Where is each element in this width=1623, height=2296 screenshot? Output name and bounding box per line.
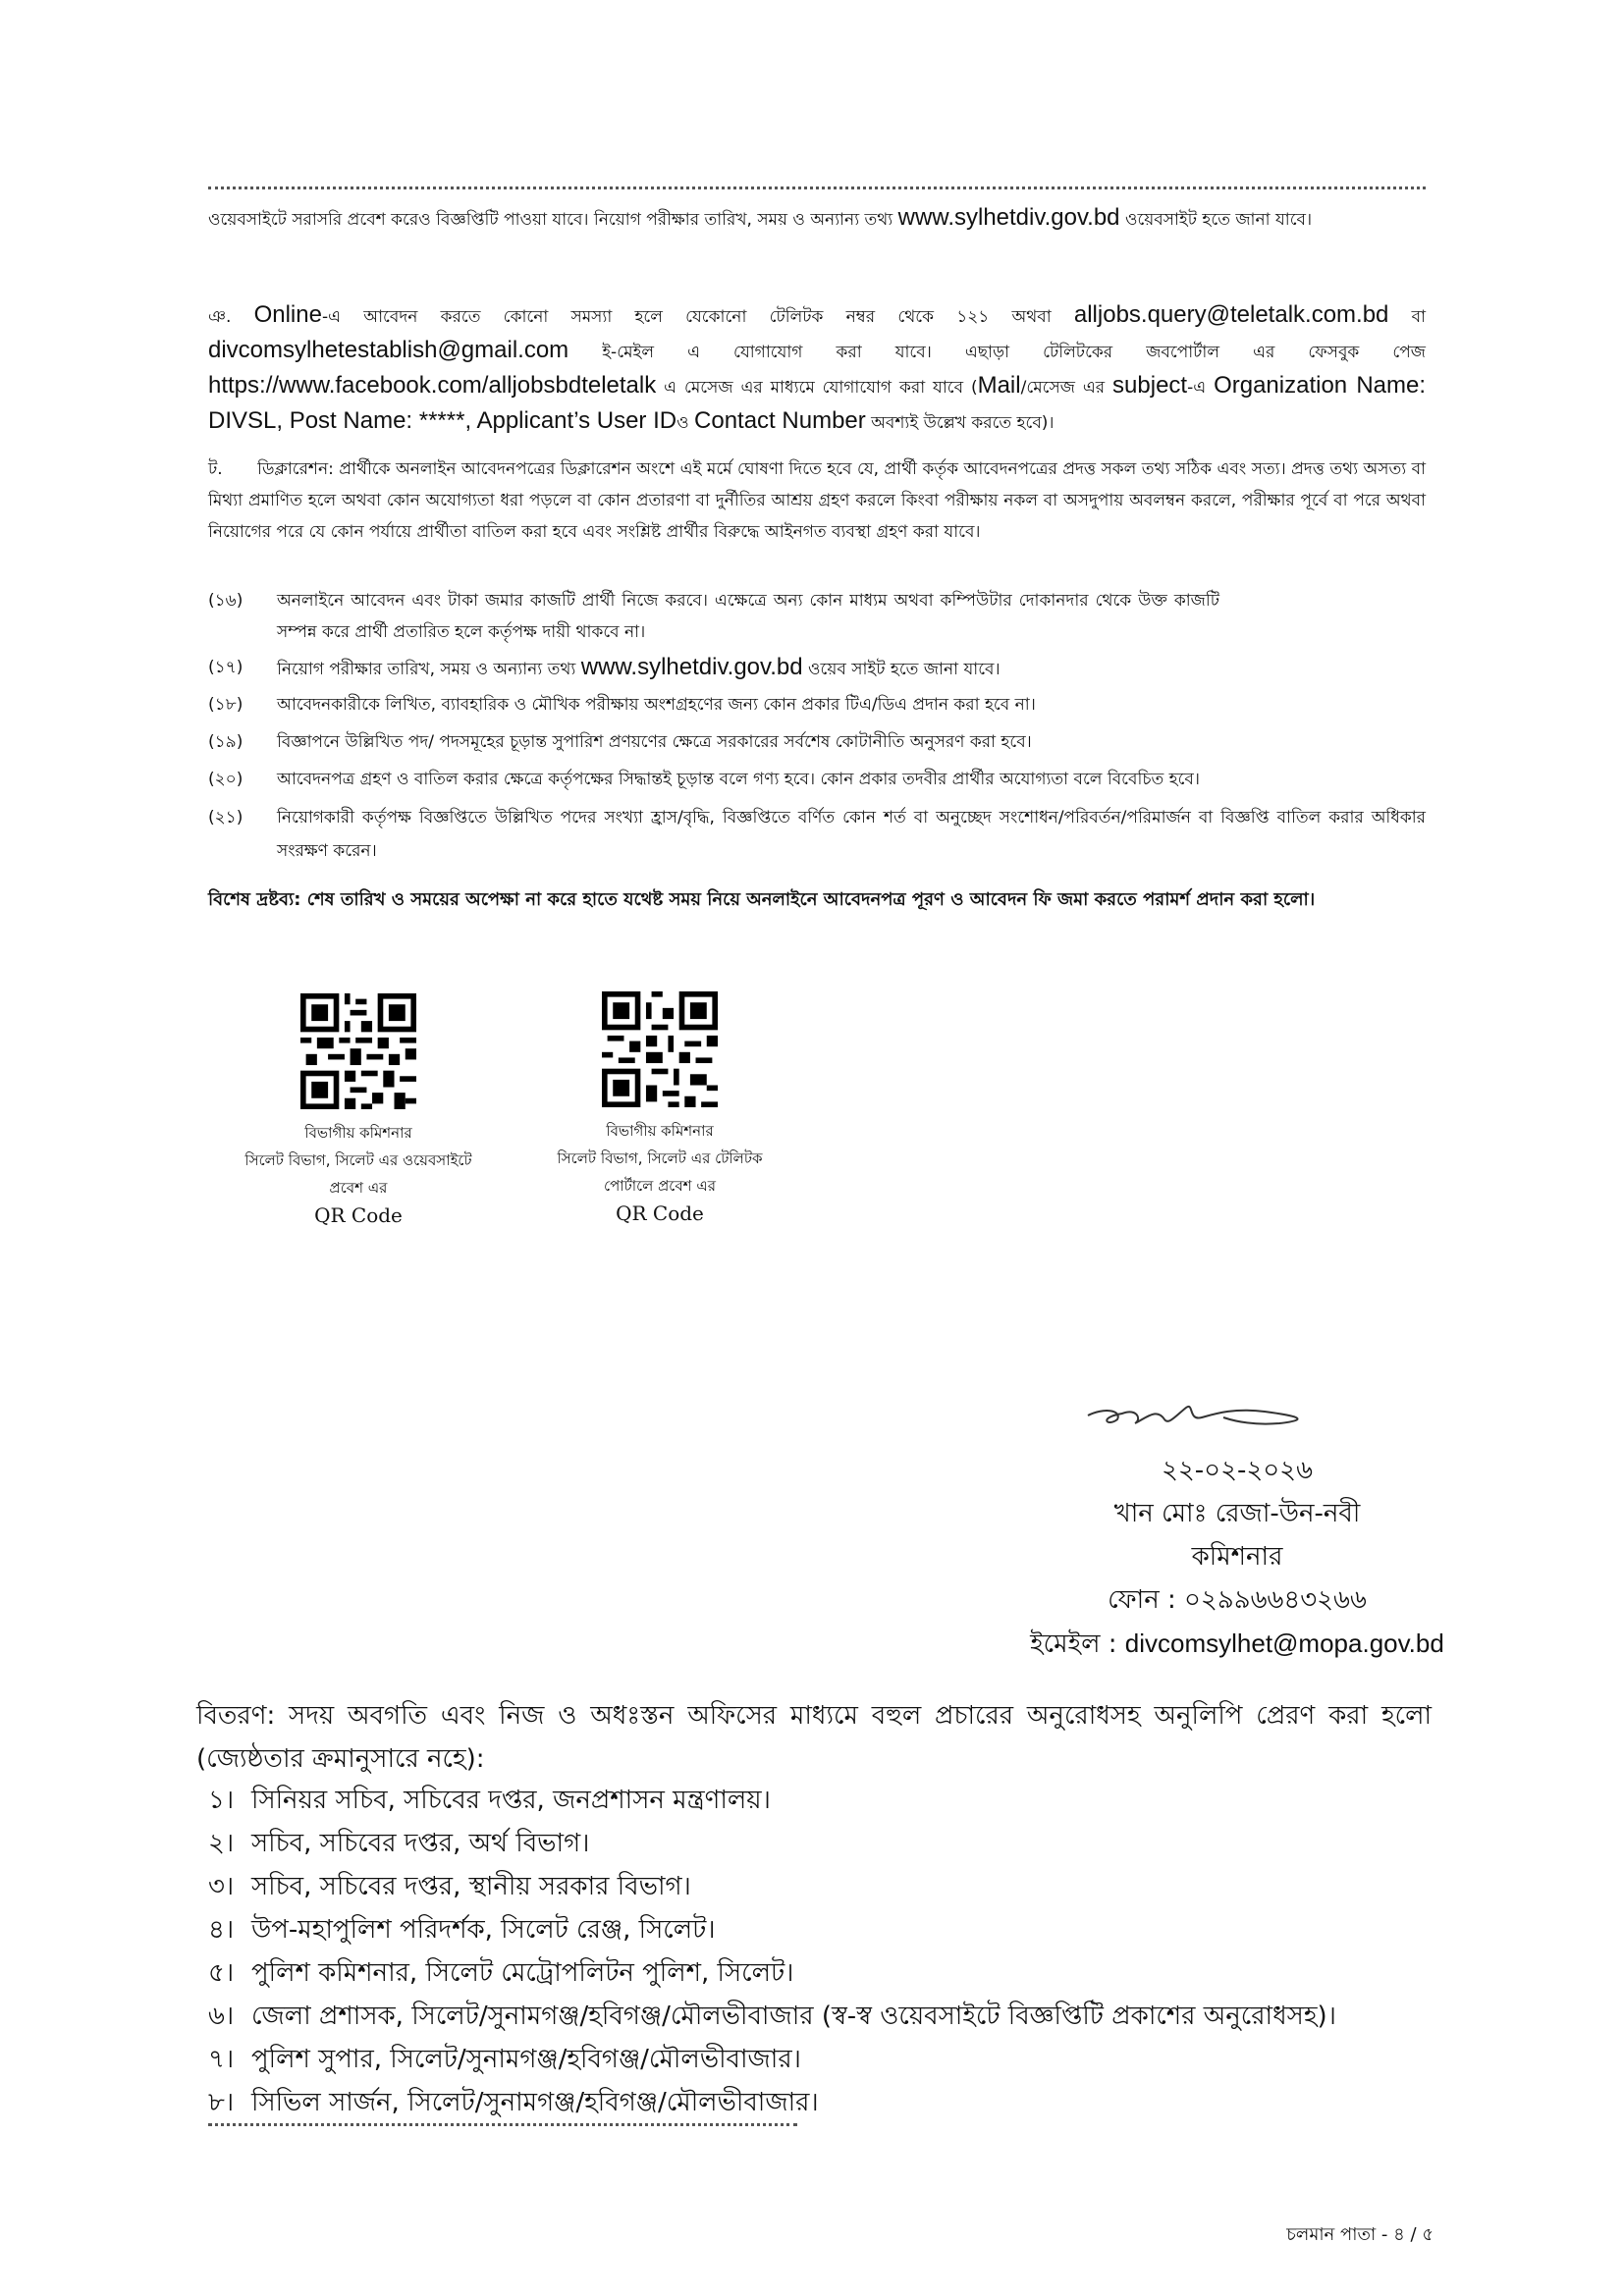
qr-code-image[interactable] [300, 993, 416, 1109]
top-text-tail: ওয়েবসাইট হতে জানা যাবে। [1124, 210, 1313, 230]
list-item [208, 1865, 1426, 1908]
paragraph-label: ঞ. [208, 307, 232, 327]
distribution-intro: বিতরণ: সদয় অবগতি এবং নিজ ও অধঃস্তন অফিসের মাধ্যমে বহুল প্রচারের অনুরোধসহ অনুলিপি প্রেরণ করা হলো (জ্যেষ্ঠতার ক্রমানুসারে নহে): [196, 1701, 1432, 1774]
paragraph-nyo [208, 298, 1426, 440]
qr-block-website [211, 993, 506, 1229]
subject-word: subject [1112, 372, 1188, 399]
handwritten-signature [1078, 1378, 1324, 1447]
item-number: ৬। [208, 2002, 235, 2031]
website-link[interactable]: www.sylhetdiv.gov.bd [580, 654, 803, 680]
qr-caption-line: প্রবেশ এর [329, 1179, 388, 1197]
top-text: ওয়েবসাইটে সরাসরি প্রবেশ করেও বিজ্ঞপ্তিটি পাওয়া যাবে। নিয়োগ পরীক্ষার তারিখ, সময় ও অন্যান্য তথ্য [208, 210, 893, 230]
item-number: ৮। [208, 2088, 235, 2117]
item-number: ৭। [208, 2045, 235, 2074]
qr-block-teletalk [513, 991, 807, 1227]
signature-block [943, 1449, 1532, 1666]
list-item [208, 764, 1426, 795]
nyo-text-7: ও [676, 413, 689, 433]
list-item [208, 1908, 1426, 1951]
qr-caption-line: সিলেট বিভাগ, সিলেট এর ওয়েবসাইটে [244, 1151, 472, 1169]
item-text: সচিব, সচিবের দপ্তর, স্থানীয় সরকার বিভাগ। [251, 1872, 691, 1901]
qr-caption [513, 1117, 807, 1227]
nyo-text-5: /মেসেজ এর [1020, 378, 1106, 398]
list-item [208, 2038, 1426, 2081]
email-line [943, 1622, 1532, 1666]
online-word: Online [253, 301, 322, 328]
numbered-list [208, 585, 1426, 868]
item-text: সিনিয়র সচিব, সচিবের দপ্তর, জনপ্রশাসন মন্ত্রণালয়। [251, 1786, 771, 1815]
item-text: নিয়োগকারী কর্তৃপক্ষ বিজ্ঞপ্তিতে উল্লিখিত পদের সংখ্যা হ্রাস/বৃদ্ধি, বিজ্ঞপ্তিতে বর্ণিত কোন শর্ত বা অনুচ্ছেদ সংশোধন/পরিবর্তন/পরিমার্জন বা বিজ্ঞপ্তি বাতিল করার অধিকার সংরক্ষণ করেন। [277, 808, 1426, 861]
phone-number: ০২৯৯৬৬৪৩২৬৬ [1184, 1585, 1367, 1615]
qr-code-label: QR Code [616, 1201, 704, 1225]
item-text: বিজ্ঞাপনে উল্লিখিত পদ/ পদসমূহের চূড়ান্ত সুপারিশ প্রণয়ণের ক্ষেত্রে সরকারের সর্বশেষ কোটানীতি অনুসরণ করা হবে। [277, 732, 1032, 752]
list-item [208, 1995, 1426, 2038]
nyo-text-2: বা [1411, 307, 1427, 327]
paragraph-ta [208, 454, 1426, 548]
list-item [208, 1779, 1426, 1822]
page-footer: চলমান পাতা - ৪ / ৫ [1286, 2224, 1434, 2245]
item-number: (২১) [208, 808, 243, 828]
list-item [208, 585, 1426, 648]
query-email-link[interactable]: alljobs.query@teletalk.com.bd [1073, 301, 1389, 328]
declaration-text: ডিক্লারেশন: প্রার্থীকে অনলাইন আবেদনপত্রের ডিক্লারেশন অংশে এই মর্মে ঘোষণা দিতে হবে যে, প্রার্থী কর্তৃক আবেদনপত্রের প্রদত্ত সকল তথ্য সঠিক এবং সত্য। প্রদত্ত তথ্য অসত্য বা মিথ্যা প্রমাণিত হলে অথবা কোন অযোগ্যতা ধরা পড়লে বা কোন প্রতারণা বা দুর্নীতির আশ্রয় গ্রহণ করলে কিংবা পরীক্ষায় নকল বা অসদুপায় অবলম্বন করলে, পরীক্ষার পূর্বে বা পরে অথবা নিয়োগের পরে যে কোন পর্যায়ে প্রার্থীতা বাতিল করা হবে এবং সংশ্লিষ্ট প্রার্থীর বিরুদ্ধে আইনগত ব্যবস্থা গ্রহণ করা যাবে। [208, 459, 1426, 542]
item-number: ৫। [208, 1958, 235, 1988]
item-text: আবেদনপত্র গ্রহণ ও বাতিল করার ক্ষেত্রে কর্তৃপক্ষের সিদ্ধান্তই চূড়ান্ত বলে গণ্য হবে। কোন প্রকার তদবীর প্রার্থীর অযোগ্যতা বলে বিবেচিত হবে। [277, 770, 1200, 789]
qr-caption-line: সিলেট বিভাগ, সিলেট এর টেলিটক [557, 1149, 763, 1167]
item-number: (১৮) [208, 695, 243, 715]
item-number: ৩। [208, 1872, 235, 1901]
nyo-text-3: ই-মেইল এ যোগাযোগ করা যাবে। এছাড়া টেলিটকের জবপোর্টাল এর ফেসবুক পেজ [602, 343, 1426, 362]
item-text: জেলা প্রশাসক, সিলেট/সুনামগঞ্জ/হবিগঞ্জ/মৌলভীবাজার (স্ব-স্ব ওয়েবসাইটে বিজ্ঞপ্তিটি প্রকাশের অনুরোধসহ)। [251, 2002, 1336, 2031]
list-item [208, 1951, 1426, 1995]
phone-label: ফোন : [1108, 1585, 1176, 1615]
distribution-list [208, 1779, 1426, 2124]
item-number: ৪। [208, 1915, 235, 1945]
list-item [208, 801, 1426, 868]
item-number: (১৯) [208, 732, 243, 752]
item-text: সিভিল সার্জন, সিলেট/সুনামগঞ্জ/হবিগঞ্জ/মৌলভীবাজার। [251, 2088, 819, 2117]
website-link[interactable]: www.sylhetdiv.gov.bd [897, 204, 1120, 231]
item-text: অনলাইনে আবেদন এবং টাকা জমার কাজটি প্রার্থী নিজে করবে। এক্ষেত্রে অন্য কোন মাধ্যম অথবা কম্পিউটার দোকানদার থেকে উক্ত কাজটি সম্পন্ন করে প্রার্থী প্রতারিত হলে কর্তৃপক্ষ দায়ী থাকবে না। [277, 591, 1219, 642]
item-number: ১। [208, 1786, 235, 1815]
item-text-a: নিয়োগ পরীক্ষার তারিখ, সময় ও অন্যান্য তথ্য [277, 660, 576, 679]
facebook-link[interactable]: https://www.facebook.com/alljobsbdteletalk [208, 372, 657, 399]
item-number: (১৬) [208, 591, 243, 611]
signatory-name: খান মোঃ রেজা-উন-নবী [1113, 1499, 1361, 1528]
item-text: সচিব, সচিবের দপ্তর, অর্থ বিভাগ। [251, 1829, 590, 1858]
qr-caption-line: পোর্টালে প্রবেশ এর [604, 1177, 716, 1195]
email-address[interactable]: divcomsylhet@mopa.gov.bd [1124, 1629, 1444, 1658]
list-item [208, 1822, 1426, 1865]
item-text [277, 652, 1426, 685]
signatory-title: কমিশনার [1191, 1542, 1283, 1572]
qr-caption [211, 1119, 506, 1229]
nyo-text-4: এ মেসেজ এর মাধ্যমে যোগাযোগ করা যাবে ( [664, 378, 978, 398]
qr-caption-line: বিভাগীয় কমিশনার [304, 1124, 412, 1142]
paragraph-label: ট. [208, 459, 223, 479]
item-number: ২। [208, 1829, 235, 1858]
nyo-text-1: -এ আবেদন করতে কোনো সমস্যা হলে যেকোনো টেলিটক নম্বর থেকে ১২১ অথবা [321, 307, 1052, 327]
item-number: (১৭) [208, 658, 243, 677]
list-item [208, 689, 1426, 721]
cut-line-remnant [208, 2120, 797, 2128]
organization-info: Organization Name: DIVSL, Post Name: *****, Applicant’s User ID [208, 372, 1427, 434]
list-item [208, 726, 1426, 758]
establish-email-link[interactable]: divcomsylhetestablish@gmail.com [208, 337, 569, 363]
item-text-b: ওয়েব সাইট হতে জানা যাবে। [808, 660, 1001, 679]
mail-word: Mail [977, 372, 1021, 399]
email-label: ইমেইল : [1030, 1629, 1117, 1659]
item-text: পুলিশ কমিশনার, সিলেট মেট্রোপলিটন পুলিশ, সিলেট। [251, 1958, 794, 1988]
nyo-text-6: -এ [1187, 378, 1207, 398]
qr-caption-line: বিভাগীয় কমিশনার [606, 1122, 714, 1140]
special-note: বিশেষ দ্রষ্টব্য: শেষ তারিখ ও সময়ের অপেক্ষা না করে হাতে যথেষ্ট সময় নিয়ে অনলাইনে আবেদনপত্র পূরণ ও আবেদন ফি জমা করতে পরামর্শ প্রদান করা হলো। [208, 889, 1316, 910]
list-item [208, 652, 1426, 685]
contact-number-word: Contact Number [694, 407, 866, 434]
qr-code-label: QR Code [314, 1203, 403, 1227]
qr-code-image[interactable] [602, 991, 718, 1107]
top-paragraph [208, 202, 1426, 236]
cut-line-remnant [208, 185, 1426, 192]
signature-date: ২২-০২-২০২৬ [1161, 1456, 1313, 1485]
nyo-text-8: অবশ্যই উল্লেখ করতে হবে)। [871, 413, 1055, 433]
phone-line [943, 1578, 1532, 1622]
list-item [208, 2081, 1426, 2124]
item-text: পুলিশ সুপার, সিলেট/সুনামগঞ্জ/হবিগঞ্জ/মৌলভীবাজার। [251, 2045, 801, 2074]
item-text: আবেদনকারীকে লিখিত, ব্যাবহারিক ও মৌখিক পরীক্ষায় অংশগ্রহণের জন্য কোন প্রকার টিএ/ডিএ প্রদান করা হবে না। [277, 695, 1036, 715]
item-text: উপ-মহাপুলিশ পরিদর্শক, সিলেট রেঞ্জ, সিলেট। [251, 1915, 716, 1945]
item-number: (২০) [208, 770, 243, 789]
